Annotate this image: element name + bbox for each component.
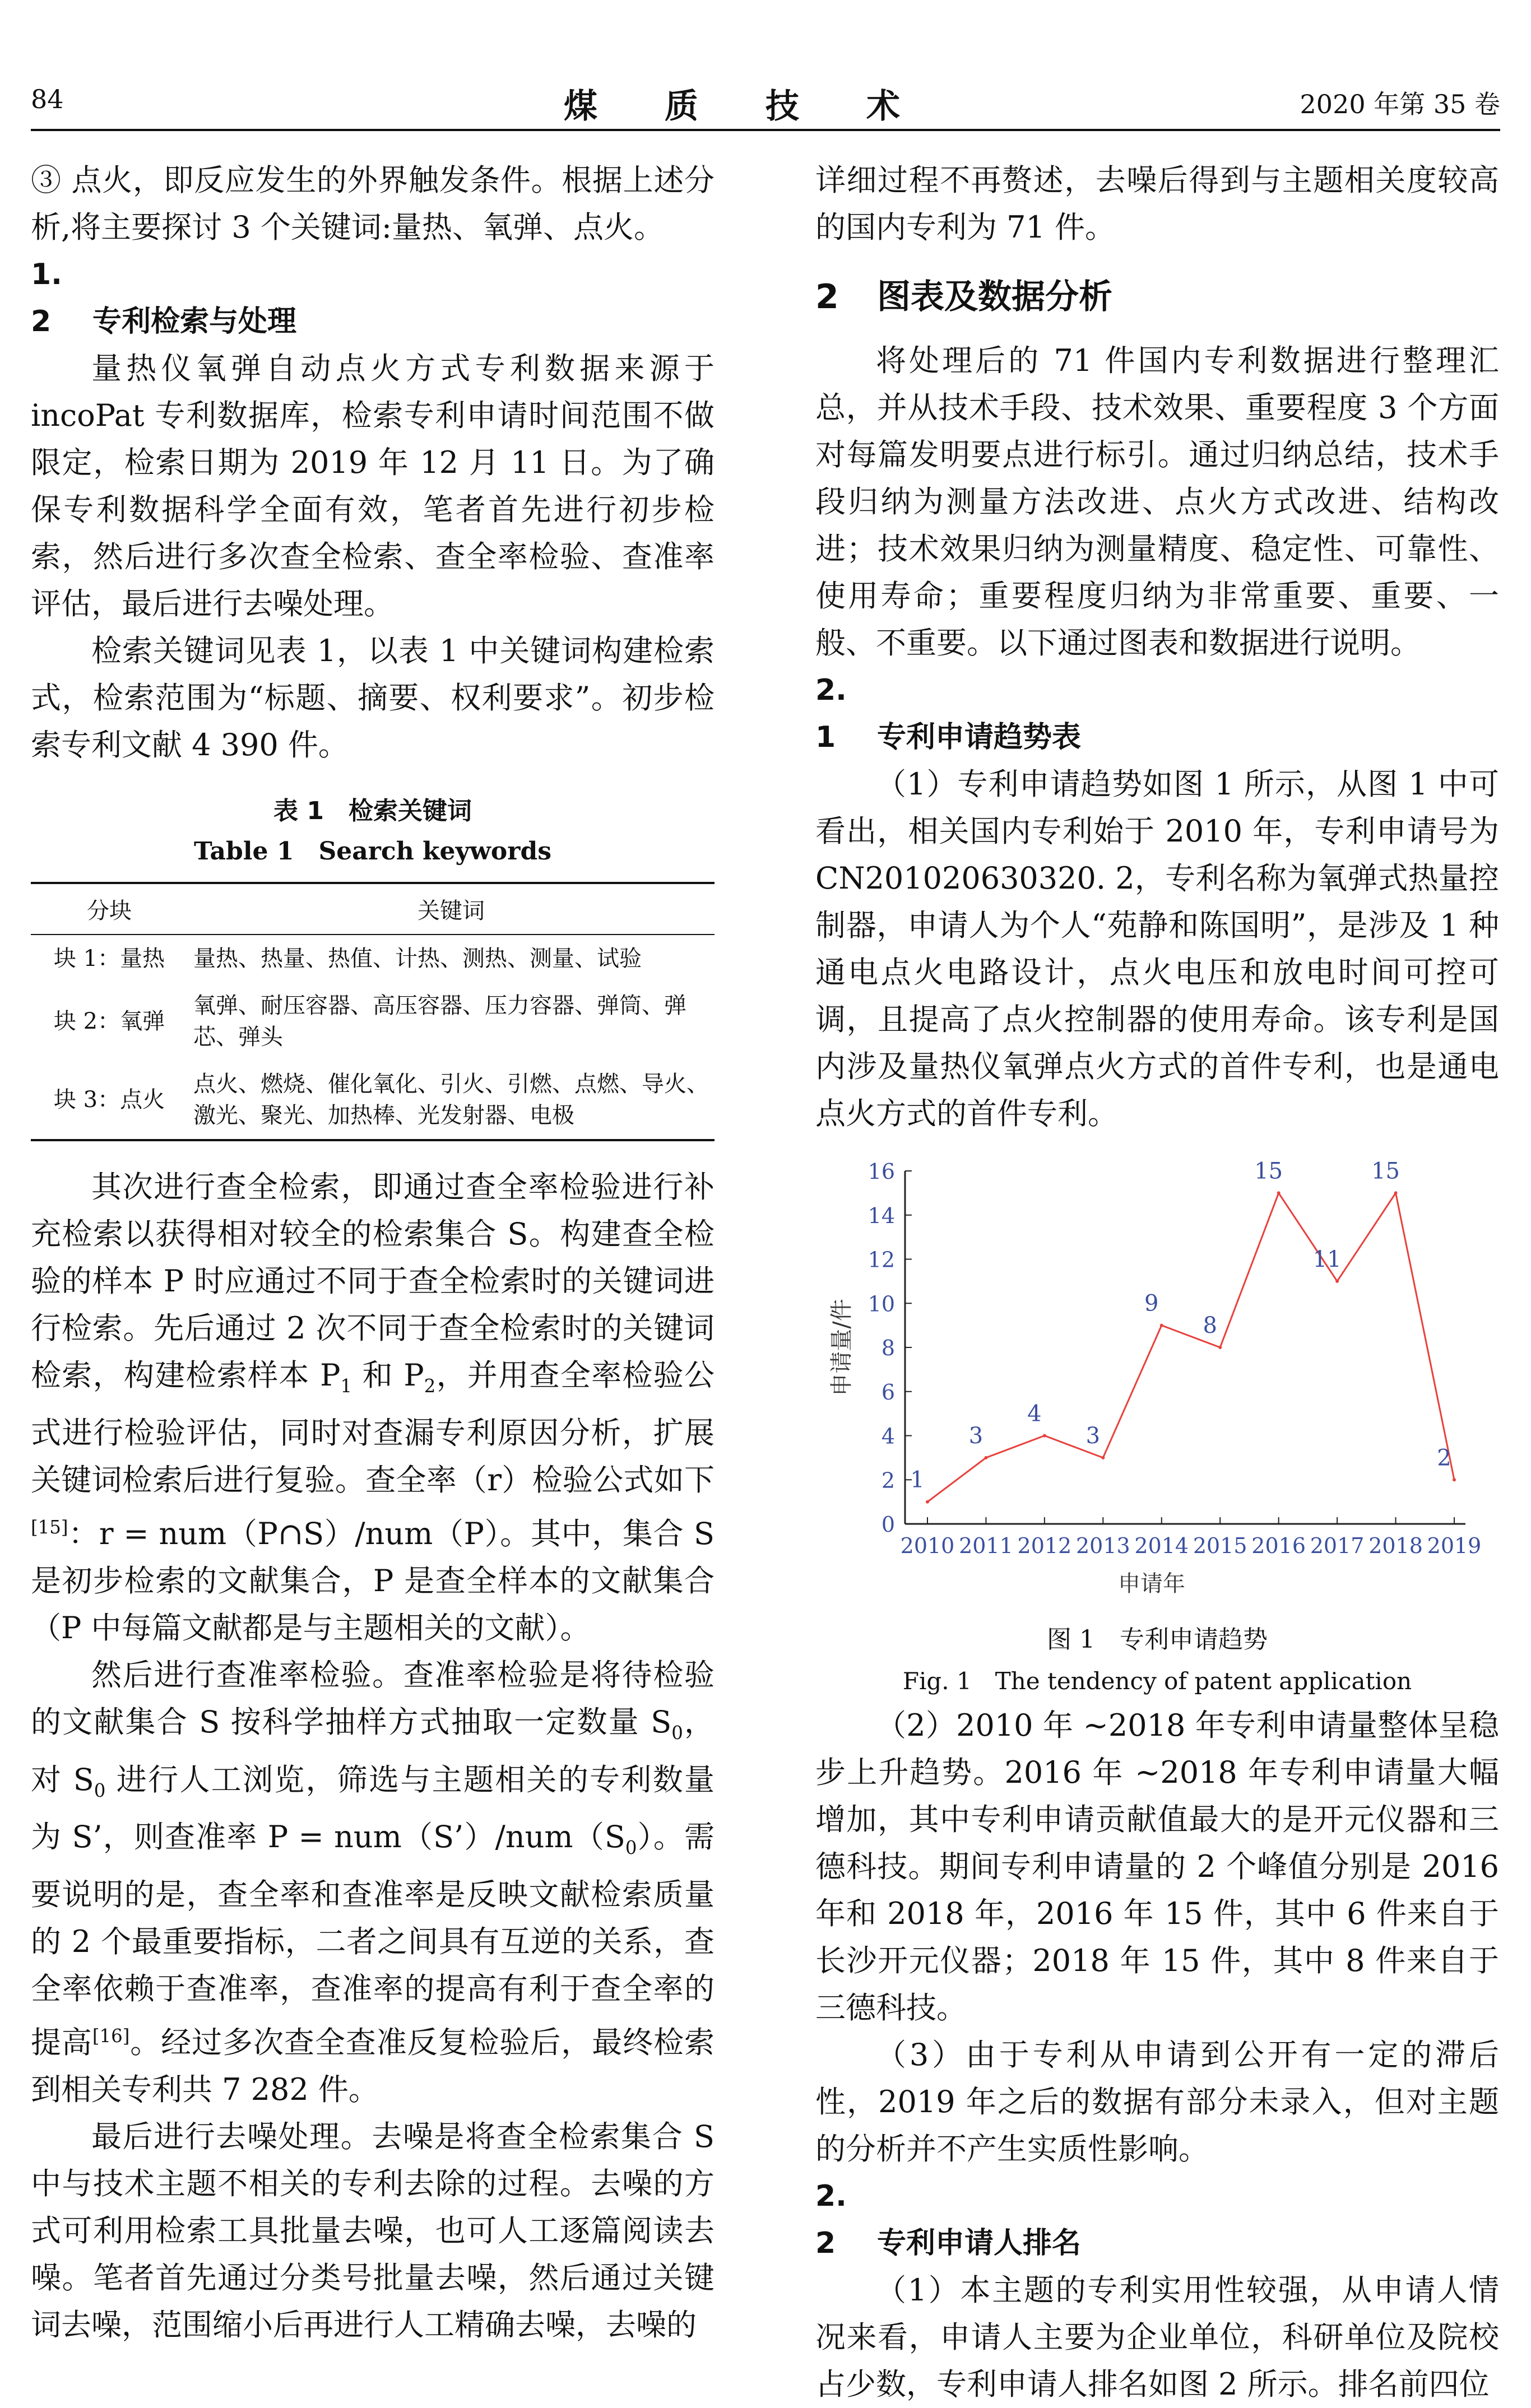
series-line — [927, 1193, 1454, 1501]
y-tick-label: 0 — [881, 1512, 895, 1537]
paragraph: 详细过程不再赘述，去噪后得到与主题相关度较高的国内专利为 71 件。 — [815, 162, 1499, 245]
header-rule — [31, 129, 1500, 131]
section-heading-2-2 — [815, 2173, 1499, 2267]
section-heading-2-1 — [815, 667, 1499, 761]
x-axis-label: 申请年 — [1118, 1571, 1185, 1597]
right-column — [815, 157, 1499, 2408]
paragraph: 检索关键词见表 1，以表 1 中关键词构建检索式，检索范围为“标题、摘要、权利要求”。初步检索专利文献 4 390 件。 — [31, 633, 715, 763]
subscript: 0 — [671, 1722, 683, 1744]
data-label: 3 — [1085, 1423, 1101, 1449]
text-run: 和 P — [352, 1358, 424, 1393]
paragraph: （1）本主题的专利实用性较强，从申请人情况来看，申请人主要为企业单位，科研单位及院校占少数，专利申请人排名如图 2 所示。排名前四位 — [815, 2272, 1499, 2402]
citation: [15] — [31, 1516, 68, 1538]
data-label: 3 — [968, 1423, 983, 1449]
table-cell-keywords: 氧弹、耐压容器、高压容器、压力容器、弹筒、弹芯、弹头 — [193, 993, 686, 1050]
table-header-row — [31, 883, 715, 935]
page-number: 84 — [31, 84, 64, 114]
data-label: 1 — [910, 1467, 925, 1493]
text-run: ，对 S — [31, 1704, 715, 1797]
y-tick-label: 6 — [881, 1379, 895, 1405]
section-number: 2. 1 — [815, 673, 847, 754]
subscript: 0 — [94, 1779, 106, 1801]
figure-caption-en: Fig. 1 The tendency of patent application — [902, 1667, 1412, 1695]
data-point — [1043, 1434, 1046, 1438]
section-title: 专利申请趋势表 — [877, 720, 1082, 754]
section-heading-1-2 — [31, 251, 715, 345]
y-tick-label: 12 — [867, 1247, 895, 1272]
x-tick-label: 2017 — [1310, 1533, 1365, 1558]
text-run: ：r = num（P∩S）/num（P）。其中，集合 S 是初步检索的文献集合，P 是查全样本的文献集合（P 中每篇文献都是与主题相关的文献）。 — [31, 1516, 715, 1645]
section-number: 2 — [815, 277, 839, 317]
y-tick-label: 10 — [867, 1291, 895, 1317]
x-tick-label: 2018 — [1368, 1533, 1423, 1558]
paragraph — [31, 1652, 715, 2113]
paragraph: （2）2010 年 ~2018 年专利申请量整体呈稳步上升趋势。2016 年 ~2018 年专利申请量大幅增加，其中专利申请贡献值最大的是开元仪器和三德科技。期间专利申请量的 2 个峰值分别是 2016 年和 2018 年，2016 年 15 件，其中 6 件来自于长沙开元仪器；2018 年 15 件，其中 8 件来自于三德科技。 — [815, 1708, 1499, 2025]
data-label: 8 — [1203, 1313, 1217, 1338]
table-row — [31, 1061, 715, 1140]
section-number: 2. 2 — [815, 2179, 847, 2260]
data-point — [1277, 1191, 1281, 1194]
data-label: 11 — [1312, 1246, 1342, 1272]
table-row — [31, 935, 715, 982]
data-label: 4 — [1027, 1401, 1042, 1427]
data-point — [1160, 1324, 1163, 1327]
x-tick-label: 2015 — [1193, 1533, 1247, 1558]
text-run: 然后进行查准率检验。查准率检验是将待检验的文献集合 S 按科学抽样方式抽取一定数量 S — [31, 1657, 715, 1740]
table-cell-block: 块 3：点火 — [31, 1061, 188, 1140]
table-header-block: 分块 — [31, 883, 188, 935]
page-header — [31, 84, 1500, 125]
paragraph: 将处理后的 71 件国内专利数据进行整理汇总，并从技术手段、技术效果、重要程度 3 个方面对每篇发明要点进行标引。通过归纳总结，技术手段归纳为测量方法改进、点火方式改进、结构改进；技术效果归纳为测量精度、稳定性、可靠性、使用寿命；重要程度归纳为非常重要、重要、一般、不重要。以下通过图表和数据进行说明。 — [815, 343, 1499, 661]
chart-axes — [829, 1160, 1481, 1597]
y-tick-label: 16 — [867, 1160, 895, 1184]
paragraph: 量热仪氧弹自动点火方式专利数据来源于 incoPat 专利数据库，检索专利申请时间范围不做限定，检索日期为 2019 年 12 月 11 日。为了确保专利数据科学全面有效，笔者首先进行初步检索，然后进行多次查全检索、查全率检验、查准率评估，最后进行去噪处理。 — [31, 351, 715, 621]
table-cell-keywords: 量热、热量、热值、计热、测热、测量、试验 — [193, 946, 642, 971]
section-number: 1. 2 — [31, 258, 62, 338]
table-caption-en: Table 1 Search keywords — [194, 837, 551, 866]
text-run: ，并用查全率检验公式进行检验评估，同时对查漏专利原因分析，扩展关键词检索后进行复验。查全率（r）检验公式如下 — [31, 1358, 715, 1498]
text-run: 。经过多次查全查准反复检验后，最终检索到相关专利共 7 282 件。 — [31, 2025, 715, 2108]
y-tick-label: 2 — [881, 1468, 895, 1493]
keywords-table — [31, 882, 715, 1141]
y-tick-label: 4 — [881, 1424, 895, 1449]
subscript: 1 — [340, 1375, 352, 1397]
chart-marks — [910, 1160, 1456, 1504]
line-chart-svg — [815, 1160, 1499, 1619]
paragraph: （3）由于专利从申请到公开有一定的滞后性，2019 年之后的数据有部分未录入，但对主题的分析并不产生实质性影响。 — [815, 2037, 1499, 2167]
data-label: 15 — [1371, 1160, 1400, 1184]
patent-trend-chart — [815, 1160, 1499, 1619]
x-tick-label: 2013 — [1075, 1533, 1130, 1558]
paragraph: （1）专利申请趋势如图 1 所示，从图 1 中可看出，相关国内专利始于 2010 年，专利申请号为 CN201020630320. 2，专利名称为氧弹式热量控制器，申请人为个人“苑静和陈国明”，是涉及 1 种通电点火电路设计，点火电压和放电时间可控可调，且提高了点火控制器的使用寿命。该专利是国内涉及量热仪氧弹点火方式的首件专利，也是通电点火方式的首件专利。 — [815, 766, 1499, 1131]
y-axis-label: 申请量/件 — [829, 1299, 855, 1396]
data-label: 2 — [1437, 1445, 1451, 1471]
y-tick-label: 8 — [881, 1336, 895, 1360]
table-row — [31, 982, 715, 1061]
section-title: 专利检索与处理 — [92, 305, 297, 338]
data-point — [1335, 1280, 1339, 1283]
citation: [16] — [92, 2025, 130, 2047]
table-cell-keywords: 点火、燃烧、催化氧化、引火、引燃、点燃、导火、激光、聚光、加热棒、光发射器、电极 — [188, 1061, 715, 1140]
table-cell-block: 块 1：量热 — [53, 946, 165, 971]
data-point — [926, 1500, 929, 1504]
data-point — [1394, 1191, 1398, 1194]
table-caption-cn: 表 1 检索关键词 — [273, 797, 472, 825]
volume-info: 2020 年第 35 卷 — [1300, 89, 1500, 119]
paragraph — [31, 1164, 715, 1652]
left-column — [31, 157, 715, 2349]
data-point — [984, 1456, 987, 1459]
x-tick-label: 2014 — [1134, 1533, 1189, 1558]
data-point — [1101, 1456, 1105, 1459]
text-run: 其次进行查全检索，即通过查全率检验进行补充检索以获得相对较全的检索集合 S。构建查全检验的样本 P 时应通过不同于查全检索时的关键词进行检索。先后通过 2 次不同于查全检索时的关键词检索，构建检索样本 P — [31, 1169, 715, 1393]
subscript: 0 — [625, 1837, 637, 1859]
data-point — [1218, 1346, 1222, 1349]
x-tick-label: 2011 — [959, 1533, 1013, 1558]
text-run: ）。需要说明的是，查全率和查准率是反映文献检索质量的 2 个最重要指标，二者之间具有互逆的关系，查全率依赖于查准率，查准率的提高有利于查全率的提高 — [31, 1819, 715, 2061]
subscript: 2 — [424, 1375, 436, 1397]
journal-title: 煤质技术 — [564, 87, 967, 126]
table-cell-block: 块 2：氧弹 — [53, 1008, 165, 1034]
section-title: 专利申请人排名 — [877, 2226, 1082, 2260]
paragraph: 最后进行去噪处理。去噪是将查全检索集合 S 中与技术主题不相关的专利去除的过程。去噪的方式可利用检索工具批量去噪，也可人工逐篇阅读去噪。笔者首先通过分类号批量去噪，然后通过关键词去噪，范围缩小后再进行人工精确去噪，去噪的 — [31, 2119, 715, 2343]
figure-caption-cn: 图 1 专利申请趋势 — [1047, 1625, 1268, 1654]
data-point — [1453, 1478, 1456, 1481]
x-tick-label: 2010 — [900, 1533, 955, 1558]
section-title: 图表及数据分析 — [877, 277, 1112, 317]
y-tick-label: 14 — [867, 1203, 895, 1228]
x-tick-label: 2016 — [1251, 1533, 1306, 1558]
x-tick-label: 2012 — [1017, 1533, 1072, 1558]
data-label: 9 — [1144, 1290, 1159, 1317]
text-run: 进行人工浏览，筛选与主题相关的专利数量为 S’，则查准率 P = num（S’）/num（S — [31, 1761, 715, 1855]
paragraph: ③ 点火，即反应发生的外界触发条件。根据上述分析,将主要探讨 3 个关键词:量热、氧弹、点火。 — [31, 162, 715, 245]
x-tick-label: 2019 — [1427, 1533, 1482, 1558]
table-header-keywords: 关键词 — [188, 883, 715, 935]
section-heading-2 — [815, 273, 1499, 320]
data-label: 15 — [1254, 1160, 1283, 1184]
